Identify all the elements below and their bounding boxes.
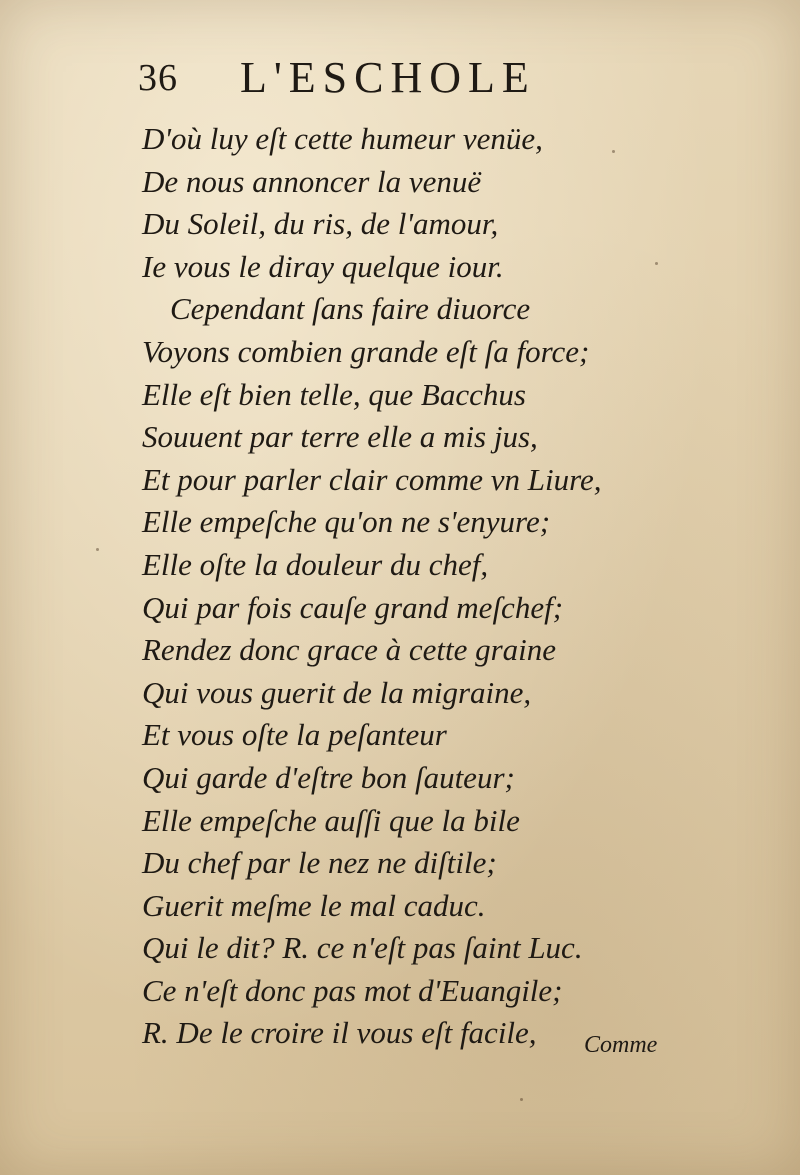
verse-line: Guerit meſme le mal caduc. [142, 887, 486, 923]
running-title: L'ESCHOLE [240, 53, 536, 102]
verse-line: Elle oſte la douleur du chef, [142, 546, 489, 582]
verse-line: Et pour parler clair comme vn Liure, [142, 461, 602, 497]
verse-line: Cependant ſans faire diuorce [170, 291, 531, 327]
verse-line: Voyons combien grande eſt ſa force; [142, 333, 590, 369]
verse-line: Qui le dit? R. ce n'eſt pas ſaint Luc. [142, 930, 583, 966]
verse-line: R. De le croire il vous eſt facile, [142, 1015, 537, 1051]
paper-blemish [96, 548, 99, 551]
paper-blemish [520, 1098, 523, 1101]
page-number: 36 [138, 57, 178, 99]
verse-line: De nous annoncer la venuë [142, 163, 482, 199]
verse-line: Et vous oſte la peſanteur [142, 717, 447, 753]
verse-line: Elle eſt bien telle, que Bacchus [142, 376, 526, 412]
verse-line: Qui par fois cauſe grand meſchef; [142, 589, 564, 625]
verse-line: Rendez donc grace à cette graine [142, 632, 557, 668]
verse-line: Elle empeſche qu'on ne s'enyure; [142, 504, 551, 540]
verse-line: D'où luy eſt cette humeur venüe, [142, 121, 543, 156]
verse-line: Ie vous le diray quelque iour. [142, 248, 504, 284]
verse-line: Du Soleil, du ris, de l'amour, [142, 206, 499, 242]
poem-text [142, 118, 702, 1055]
verse-line: Elle empeſche auſſi que la bile [142, 802, 520, 838]
verse-line: Qui vous guerit de la migraine, [142, 674, 532, 710]
paper-blemish [612, 150, 615, 153]
verse-line: Qui garde d'eſtre bon ſauteur; [142, 759, 515, 795]
verse-line: Ce n'eſt donc pas mot d'Euangile; [142, 972, 563, 1008]
verse-line: Souuent par terre elle a mis jus, [142, 419, 538, 455]
paper-blemish [655, 262, 658, 265]
catchword: Comme [584, 1032, 658, 1058]
verse-line: Du chef par le nez ne diſtile; [142, 845, 497, 881]
